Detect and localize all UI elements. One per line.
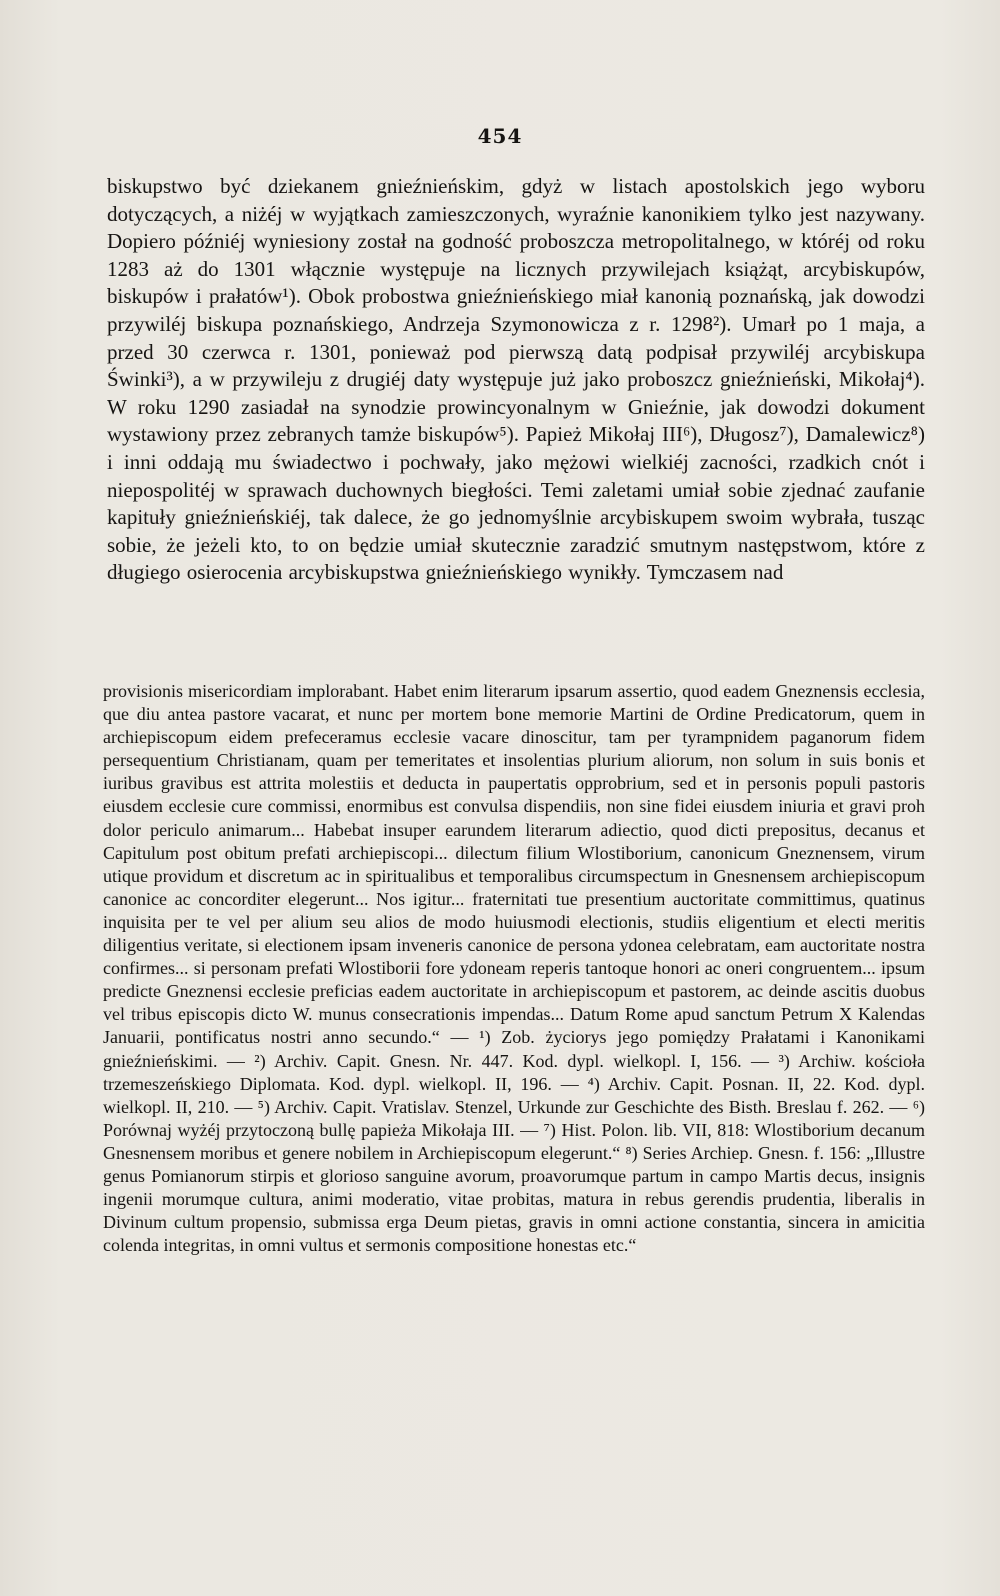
footnotes [103,680,925,1257]
footnotes-paragraph: provisionis misericordiam implorabant. Habet enim literarum ipsarum assertio, quod eadem Gneznensis ecclesia, que diu antea pastore vacarat, et nunc per mortem bone memorie Martini de Ordine Predicatorum, quem in archiepiscopum eidem prefeceramus ecclesie vacare dinoscitur, tam per tyrampnidem paganorum fidem persequentium Christianam, quam per temeritates et insolentias plurium aliorum, non solum in suis bonis et iuribus gravibus est attrita molestiis et deducta in paupertatis opprobrium, sed et in personis populi pastoris eiusdem ecclesie cure commissi, enormibus est convulsa dispendiis, non sine fidei eiusdem iniuria et gravi proh dolor periculo animarum... Habebat insuper earundem literarum adiectio, quod dicti prepositus, decanus et Capitulum post obitum prefati archiepiscopi... dilectum filium Wlostiborium, canonicum Gneznensem, virum utique providum et discretum ac in spiritualibus et temporalibus circumspectum in Gnesnensem archiepiscopum canonice ac concorditer elegerunt... Nos igitur... fraternitati tue presentium auctoritate committimus, quatinus inquisita per te vel per alium seu alios de modo huiusmodi electionis, studiis eligentium et electi meritis diligentius veritate, si electionem ipsam inveneris canonice de persona ydonea celebratam, eam auctoritate nostra confirmes... si personam prefati Wlostiborii fore ydoneam reperis tantoque honori ac oneri congruentem... ipsum predicte Gneznensi ecclesie preficias eadem auctoritate in archiepiscopum et pastorem, ac deinde ascitis duobus vel tribus episcopis dicto W. munus consecrationis impendas... Datum Rome apud sanctum Petrum X Kalendas Januarii, pontificatus nostri anno secundo.“ — ¹) Zob. życiorys jego pomiędzy Prałatami i Kanonikami gnieźnieńskimi. — ²) Archiv. Capit. Gnesn. Nr. 447. Kod. dypl. wielkopl. I, 156. — ³) Archiw. kościoła trzemeszeńskiego Diplomata. Kod. dypl. wielkopl. II, 196. — ⁴) Archiv. Capit. Posnan. II, 22. Kod. dypl. wielkopl. II, 210. — ⁵) Archiv. Capit. Vratislav. Stenzel, Urkunde zur Geschichte des Bisth. Breslau f. 262. — ⁶) Porównaj wyżéj przytoczoną bullę papieża Mikołaja III. — ⁷) Hist. Polon. lib. VII, 818: Wlostiborium decanum Gnesnensem moribus et genere nobilem in Archiepiscopum elegerunt.“ ⁸) Series Archiep. Gnesn. f. 156: „Illustre genus Pomianorum stirpis et glorioso sanguine avorum, proavorumque partum in campo Martis decus, insignis ingenii morumque cultura, animi moderatio, vitae probitas, matura in rebus gerendis prudentia, liberalis in Divinum cultum propensio, submissa erga Deum pietas, gravis in omni actione constantia, sincera in amicitia colenda integritas, in omni vultus et sermonis compositione honestas etc.“ [103,681,925,1256]
body-paragraph: biskupstwo być dziekanem gnieźnieńskim, gdyż w listach apostolskich jego wyboru dotyczących, a niżéj w wyjątkach zamieszczonych, wyraźnie kanonikiem tylko jest nazywany. Dopiero późniéj wyniesiony został na godność proboszcza metropolitalnego, w któréj od roku 1283 aż do 1301 włącznie występuje na licznych przywilejach książąt, arcybiskupów, biskupów i prałatów¹). Obok probostwa gnieźnieńskiego miał kanonią poznańską, jak dowodzi przywiléj biskupa poznańskiego, Andrzeja Szymonowicza z r. 1298²). Umarł po 1 maja, a przed 30 czerwca r. 1301, ponieważ pod pierwszą datą podpisał przywiléj arcybiskupa Świnki³), a w przywileju z drugiéj daty występuje już jako proboszcz gnieźnieński, Mikołaj⁴). W roku 1290 zasiadał na synodzie prowincyonalnym w Gnieźnie, jak dowodzi dokument wystawiony przez zebranych tamże biskupów⁵). Papież Mikołaj III⁶), Długosz⁷), Damalewicz⁸) i inni oddają mu świadectwo i pochwały, jako mężowi wielkiéj zacności, rzadkich cnót i niepospolitéj w sprawach duchownych biegłości. Temi zaletami umiał sobie zjednać zaufanie kapituły gnieźnieńskiéj, tak dalece, że go jednomyślnie arcybiskupem swoim wybrała, tusząc sobie, że jeżeli kto, to on będzie umiał skutecznie zaradzić smutnym następstwom, które z długiego osierocenia arcybiskupstwa gnieźnieńskiego wynikły. Tymczasem nad [107,174,925,585]
main-body-text [107,173,925,587]
page-number: 454 [477,124,523,148]
